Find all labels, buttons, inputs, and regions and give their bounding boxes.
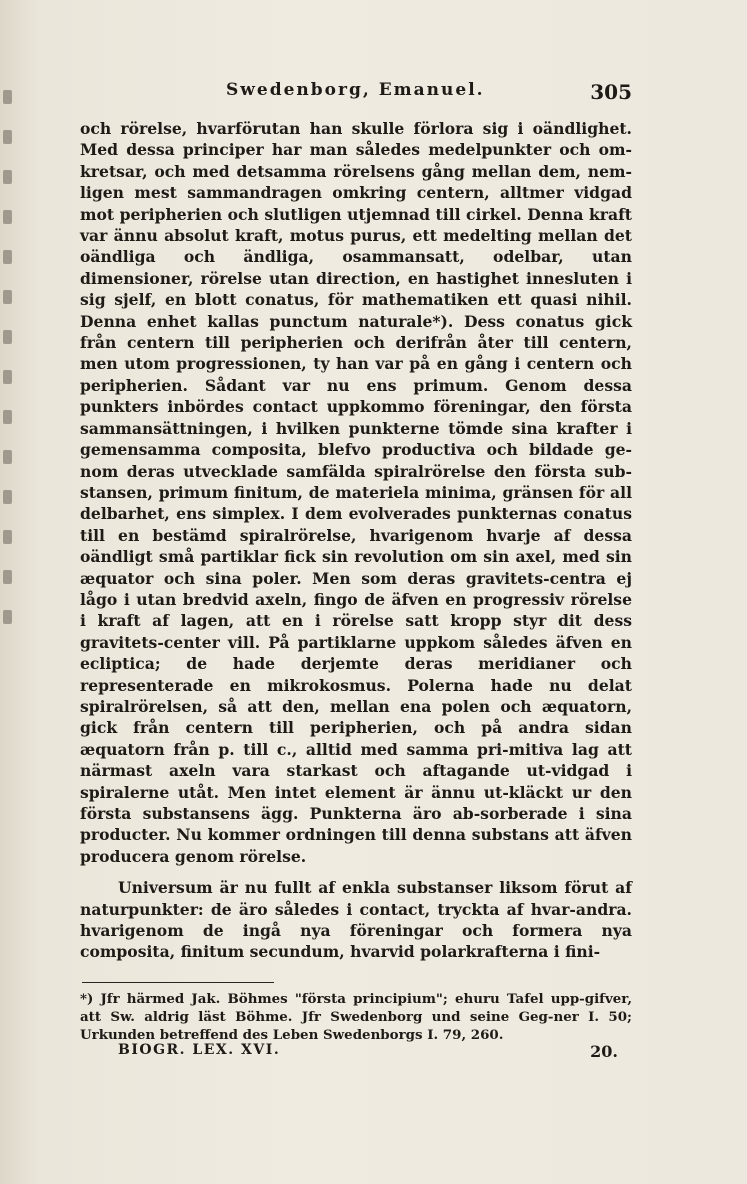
footnote: *) Jfr härmed Jak. Böhmes "första principium"; ehuru Tafel upp-gifver, att Sw. aldrig läst Böhme. Jfr Swedenborg und seine Geg-ner I. 50; Urkunden betreffend des Leben Swedenborgs I. 79, 260.: [80, 991, 632, 1043]
paragraph-2: Universum är nu fullt af enkla substanser liksom förut af naturpunkter: de äro således i contact, tryckta af hvar-andra. hvarigenom de ingå nya föreningar och formera nya composita, finitum secundum, hvarvid polarkrafterna i fini-: [80, 878, 632, 962]
page-number: 305: [590, 80, 632, 104]
main-text: [80, 118, 632, 963]
left-margin-bleed-marks: [0, 90, 22, 670]
running-title: Swedenborg, Emanuel.: [226, 80, 485, 100]
paragraph-1: och rörelse, hvarförutan han skulle förlora sig i oändlighet. Med dessa principer har man således medelpunkter och om-kretsar, och med detsamma rörelsens gång mellan dem, nem-ligen mest sammandragen omkring centern, alltmer vidgad mot peripherien och slutligen utjemnad till cirkel. Denna kraft var ännu absolut kraft, motus purus, ett medelting mellan det oändliga och ändliga, osammansatt, odelbar, utan dimensioner, rörelse utan direction, en hastighet innesluten i sig sjelf, en blott conatus, för mathematiken ett quasi nihil. Denna enhet kallas punctum naturale*). Dess conatus gick från centern till peripherien och derifrån åter till centern, men utom progressionen, ty han var på en gång i centern och peripherien. Sådant var nu ens primum. Genom dessa punkters inbördes contact uppkommo föreningar, den första sammansättningen, i hvilken punkterne tömde sina krafter i gemensamma composita, blefvo productiva och bildade ge-nom deras utvecklade samfälda spiralrörelse den första sub-stansen, primum finitum, de materiela minima, gränsen för all delbarhet, ens simplex. I dem evolverades punkternas conatus till en bestämd spiralrörelse, hvarigenom hvarje af dessa oändligt små partiklar fick sin revolution om sin axel, med sin æquator och sina poler. Men som deras gravitets-centra ej lågo i utan bredvid axeln, fingo de äfven en progressiv rörelse i kraft af lagen, att en i rörelse satt kropp styr dit dess gravitets-center vill. På partiklarne uppkom således äfven en ecliptica; de hade derjemte deras meridianer och representerade en mikrokosmus. Polerna hade nu delat spiralrörelsen, så att den, mellan ena polen och æquatorn, gick från centern till peripherien, och på andra sidan æquatorn från p. till c., alltid med samma pri-mitiva lag att närmast axeln vara starkast och aftagande ut-vidgad i spiralerne utåt. Men intet element är ännu ut-kläckt ur den första substansens ägg. Punkterna äro ab-sorberade i sina producter. Nu kommer ordningen till denna substans att äfven producera genom rörelse.: [80, 119, 632, 866]
running-header: [80, 80, 632, 106]
signature-mark: BIOGR. LEX. XVI.: [118, 1042, 281, 1058]
signature-number: 20.: [590, 1042, 618, 1061]
footnote-rule: [82, 982, 274, 983]
printer-signature: [118, 1042, 618, 1064]
